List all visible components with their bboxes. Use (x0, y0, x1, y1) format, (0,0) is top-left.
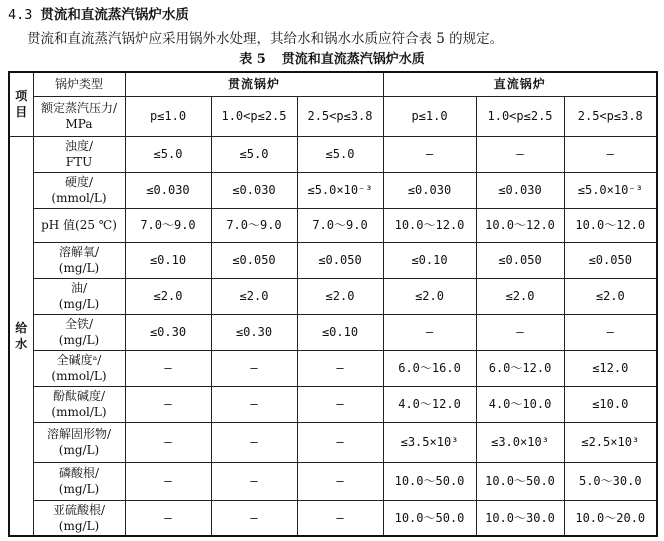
value-cell: ≤0.050 (211, 242, 297, 278)
value-cell: 10.0～12.0 (476, 208, 564, 242)
value-cell: ≤5.0×10⁻³ (564, 172, 657, 208)
value-cell: ≤2.0 (476, 278, 564, 314)
table-row (9, 422, 657, 462)
value-cell: — (476, 136, 564, 172)
pressure-range: 1.0<p≤2.5 (476, 96, 564, 136)
intro-paragraph: 贯流和直流蒸汽锅炉应采用锅外水处理，其给水和锅水水质应符合表 5 的规定。 (27, 31, 504, 47)
pressure-label: 额定蒸汽压力/ MPa (33, 96, 125, 136)
value-cell: ≤0.030 (383, 172, 476, 208)
table-row (9, 172, 657, 208)
value-cell: ≤5.0 (125, 136, 211, 172)
value-cell: — (125, 462, 211, 500)
value-cell: ≤0.10 (297, 314, 383, 350)
value-cell: ≤0.050 (476, 242, 564, 278)
value-cell: — (297, 422, 383, 462)
value-cell: — (125, 500, 211, 536)
value-cell: — (564, 136, 657, 172)
value-cell: 10.0～12.0 (564, 208, 657, 242)
section-number: 4.3 (8, 7, 33, 23)
water-quality-table (8, 71, 658, 537)
table-row (9, 350, 657, 386)
item-header: 项 目 (9, 72, 33, 136)
value-cell: 6.0～12.0 (476, 350, 564, 386)
pressure-range: 2.5<p≤3.8 (297, 96, 383, 136)
table-row (9, 278, 657, 314)
table-row (9, 500, 657, 536)
value-cell: 4.0～12.0 (383, 386, 476, 422)
value-cell: — (211, 500, 297, 536)
value-cell: ≤3.5×10³ (383, 422, 476, 462)
value-cell: — (564, 314, 657, 350)
value-cell: — (211, 422, 297, 462)
pressure-range: 1.0<p≤2.5 (211, 96, 297, 136)
value-cell: — (383, 314, 476, 350)
group-header-once-through: 贯流锅炉 (125, 72, 383, 96)
parameter-name: 溶解固形物/ (mg/L) (33, 422, 125, 462)
table-row (9, 386, 657, 422)
value-cell: — (297, 462, 383, 500)
parameter-name: 酚酞碱度/ (mmol/L) (33, 386, 125, 422)
value-cell: — (297, 386, 383, 422)
parameter-name: 全铁/ (mg/L) (33, 314, 125, 350)
value-cell: 7.0～9.0 (125, 208, 211, 242)
value-cell: 10.0～12.0 (383, 208, 476, 242)
value-cell: 10.0～20.0 (564, 500, 657, 536)
pressure-range: p≤1.0 (125, 96, 211, 136)
group-header-direct-flow: 直流锅炉 (383, 72, 657, 96)
value-cell: 10.0～50.0 (383, 500, 476, 536)
value-cell: ≤0.10 (125, 242, 211, 278)
value-cell: — (125, 350, 211, 386)
value-cell: ≤5.0×10⁻³ (297, 172, 383, 208)
value-cell: 7.0～9.0 (297, 208, 383, 242)
parameter-name: 亚硫酸根/ (mg/L) (33, 500, 125, 536)
value-cell: ≤0.30 (125, 314, 211, 350)
feedwater-section-label: 给 水 (9, 136, 33, 536)
boiler-type-label: 锅炉类型 (33, 72, 125, 96)
table-title: 贯流和直流蒸汽锅炉水质 (281, 52, 425, 67)
value-cell: 6.0～16.0 (383, 350, 476, 386)
value-cell: — (297, 350, 383, 386)
value-cell: ≤2.0 (211, 278, 297, 314)
table-row (9, 314, 657, 350)
table-row (9, 136, 657, 172)
pressure-range: 2.5<p≤3.8 (564, 96, 657, 136)
value-cell: — (211, 350, 297, 386)
value-cell: ≤0.050 (564, 242, 657, 278)
value-cell: ≤0.030 (476, 172, 564, 208)
value-cell: 5.0～30.0 (564, 462, 657, 500)
value-cell: ≤0.030 (125, 172, 211, 208)
parameter-name: 浊度/ FTU (33, 136, 125, 172)
value-cell: ≤2.0 (125, 278, 211, 314)
table-number: 表 5 (239, 52, 266, 67)
value-cell: — (125, 422, 211, 462)
parameter-name: pH 值(25 ℃) (33, 208, 125, 242)
value-cell: — (125, 386, 211, 422)
table-row (9, 462, 657, 500)
table-row (9, 242, 657, 278)
value-cell: ≤0.050 (297, 242, 383, 278)
value-cell: 10.0～50.0 (383, 462, 476, 500)
value-cell: ≤5.0 (211, 136, 297, 172)
value-cell: 4.0～10.0 (476, 386, 564, 422)
table-caption (0, 48, 664, 67)
value-cell: ≤12.0 (564, 350, 657, 386)
value-cell: 7.0～9.0 (211, 208, 297, 242)
value-cell: — (211, 462, 297, 500)
parameter-name: 硬度/ (mmol/L) (33, 172, 125, 208)
value-cell: ≤0.10 (383, 242, 476, 278)
value-cell: — (211, 386, 297, 422)
value-cell: ≤2.0 (297, 278, 383, 314)
parameter-name: 油/ (mg/L) (33, 278, 125, 314)
value-cell: 10.0～50.0 (476, 462, 564, 500)
value-cell: ≤2.0 (564, 278, 657, 314)
parameter-name: 溶解氧/ (mg/L) (33, 242, 125, 278)
value-cell: ≤5.0 (297, 136, 383, 172)
value-cell: — (297, 500, 383, 536)
parameter-name: 磷酸根/ (mg/L) (33, 462, 125, 500)
value-cell: ≤0.030 (211, 172, 297, 208)
section-heading (8, 3, 189, 23)
section-title: 贯流和直流蒸汽锅炉水质 (40, 7, 189, 23)
table-row (9, 208, 657, 242)
value-cell: ≤3.0×10³ (476, 422, 564, 462)
value-cell: ≤0.30 (211, 314, 297, 350)
value-cell: ≤2.5×10³ (564, 422, 657, 462)
value-cell: ≤2.0 (383, 278, 476, 314)
value-cell: ≤10.0 (564, 386, 657, 422)
value-cell: — (383, 136, 476, 172)
value-cell: 10.0～30.0 (476, 500, 564, 536)
value-cell: — (476, 314, 564, 350)
pressure-range: p≤1.0 (383, 96, 476, 136)
parameter-name: 全碱度ᵃ/ (mmol/L) (33, 350, 125, 386)
